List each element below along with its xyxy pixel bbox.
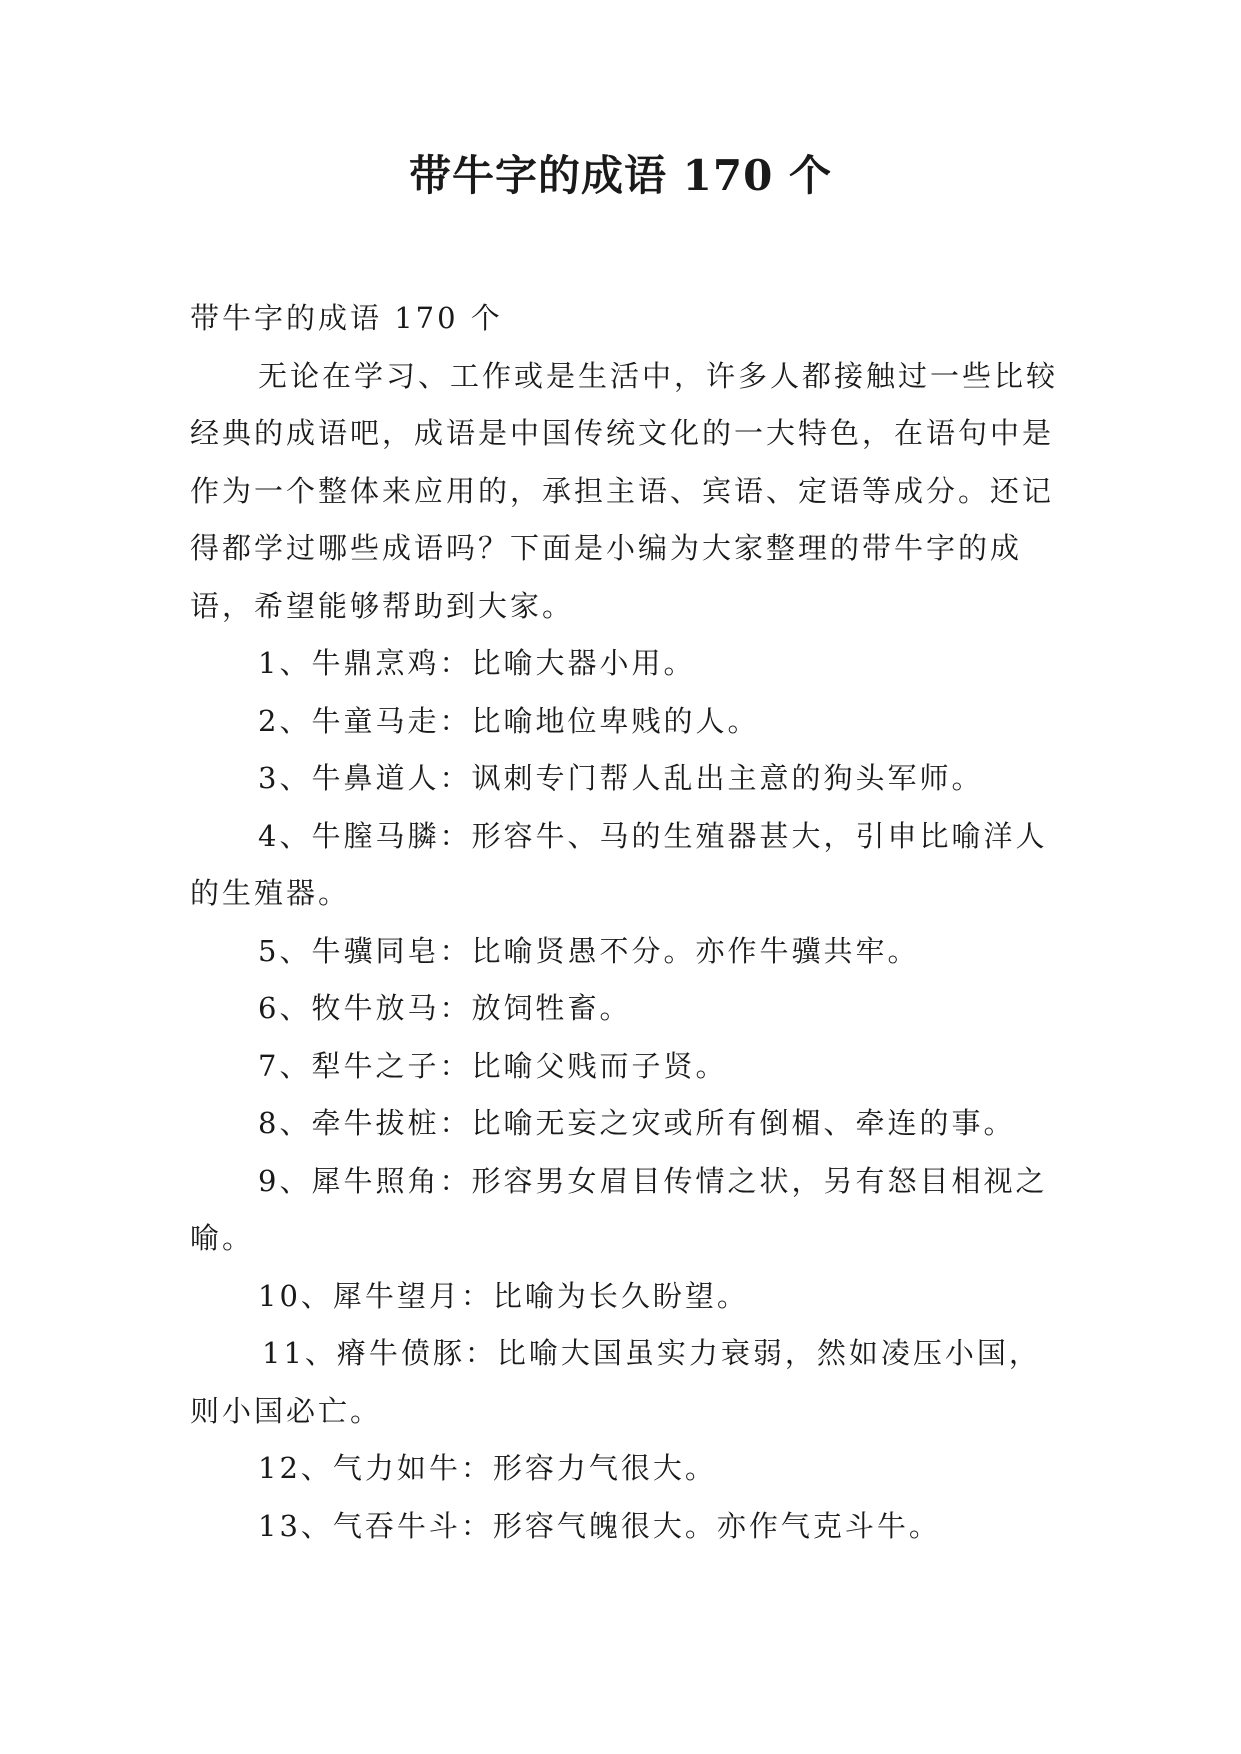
document-title: 带牛字的成语 170 个 bbox=[409, 151, 832, 200]
document-subtitle: 带牛字的成语 170 个 bbox=[190, 301, 503, 335]
document-body bbox=[190, 290, 1060, 1555]
idiom-item: 3、牛鼻道人：讽刺专门帮人乱出主意的狗头军师。 bbox=[258, 761, 984, 795]
idiom-item: 12、气力如牛：形容力气很大。 bbox=[258, 1451, 717, 1485]
idiom-item: 11、瘠牛偾豚：比喻大国虽实力衰弱，然如凌压小国，则小国必亡。 bbox=[190, 1336, 1041, 1428]
idiom-item: 8、牵牛拔桩：比喻无妄之灾或所有倒楣、牵连的事。 bbox=[258, 1106, 1016, 1140]
idiom-item: 10、犀牛望月：比喻为长久盼望。 bbox=[258, 1278, 749, 1313]
idiom-item: 4、牛膣马膦：形容牛、马的生殖器甚大，引申比喻洋人的生殖器。 bbox=[190, 818, 1048, 910]
idiom-item: 5、牛骥同皂：比喻贤愚不分。亦作牛骥共牢。 bbox=[258, 933, 920, 968]
idiom-item: 13、气吞牛斗：形容气魄很大。亦作气克斗牛。 bbox=[258, 1508, 941, 1543]
idiom-item: 7、犁牛之子：比喻父贱而子贤。 bbox=[258, 1048, 728, 1083]
intro-paragraph: 无论在学习、工作或是生活中，许多人都接触过一些比较经典的成语吧，成语是中国传统文化的一大特色，在语句中是作为一个整体来应用的，承担主语、宾语、定语等成分。还记得都学过哪些成语吗？下面是小编为大家整理的带牛字的成语，希望能够帮助到大家。 bbox=[190, 358, 1059, 623]
idiom-item: 2、牛童马走：比喻地位卑贱的人。 bbox=[258, 703, 760, 738]
idiom-item: 6、牧牛放马：放饲牲畜。 bbox=[258, 991, 632, 1025]
idiom-item: 9、犀牛照角：形容男女眉目传情之状，另有怒目相视之喻。 bbox=[190, 1163, 1048, 1255]
idiom-item: 1、牛鼎烹鸡：比喻大器小用。 bbox=[258, 646, 696, 680]
